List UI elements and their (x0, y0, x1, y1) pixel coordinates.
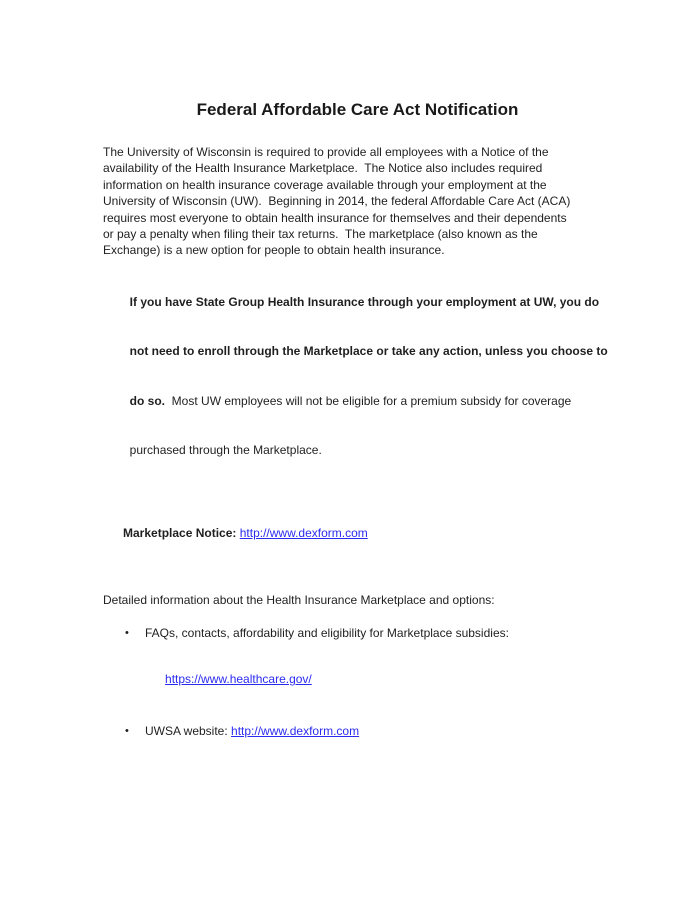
marketplace-notice-line (103, 509, 612, 558)
intro-line: information on health insurance coverage available through your employment at the (103, 177, 547, 192)
document-title: Federal Affordable Care Act Notification (196, 100, 519, 119)
intro-paragraph (103, 144, 612, 259)
intro-line: University of Wisconsin (UW). Beginning in 2014, the federal Affordable Care Act (ACA) (103, 194, 571, 209)
state-group-notice-paragraph (103, 278, 612, 475)
intro-line: or pay a penalty when filing their tax returns. The marketplace (also known as the (103, 227, 538, 242)
intro-line: Exchange) is a new option for people to obtain health insurance. (103, 243, 445, 258)
bullet-icon: • (125, 627, 129, 640)
intro-line: The University of Wisconsin is required to provide all employees with a Notice of the (103, 145, 549, 159)
intro-line: requires most everyone to obtain health insurance for themselves and their dependents (103, 210, 567, 225)
intro-line: availability of the Health Insurance Marketplace. The Notice also includes required (103, 161, 543, 176)
state-group-regular-text: Most UW employees will not be eligible for a premium subsidy for coverage (165, 393, 572, 408)
detailed-info-heading: Detailed information about the Health Insurance Marketplace and options: (103, 592, 495, 607)
bullet-faqs-text: FAQs, contacts, affordability and eligibility for Marketplace subsidies: (145, 626, 509, 641)
marketplace-notice-label: Marketplace Notice: (123, 526, 240, 541)
healthcare-gov-link-line (145, 655, 612, 704)
bullet-item-uwsa (103, 723, 612, 739)
state-group-bold-text: If you have State Group Health Insurance through your employment at UW, you do (129, 295, 600, 310)
bullet-icon: • (125, 724, 129, 737)
bullet-item-faqs (103, 625, 612, 641)
state-group-regular-text: purchased through the Marketplace. (129, 442, 322, 457)
marketplace-notice-link[interactable]: http://www.dexform.com (239, 526, 368, 541)
healthcare-gov-link[interactable]: https://www.healthcare.gov/ (165, 672, 312, 687)
uwsa-website-link[interactable]: http://www.dexform.com (231, 723, 360, 738)
bullet-uwsa-text: UWSA website: (145, 723, 232, 738)
state-group-bold-text: do so. (129, 393, 166, 408)
state-group-bold-text: not need to enroll through the Marketplace or take any action, unless you choose to (129, 344, 608, 359)
